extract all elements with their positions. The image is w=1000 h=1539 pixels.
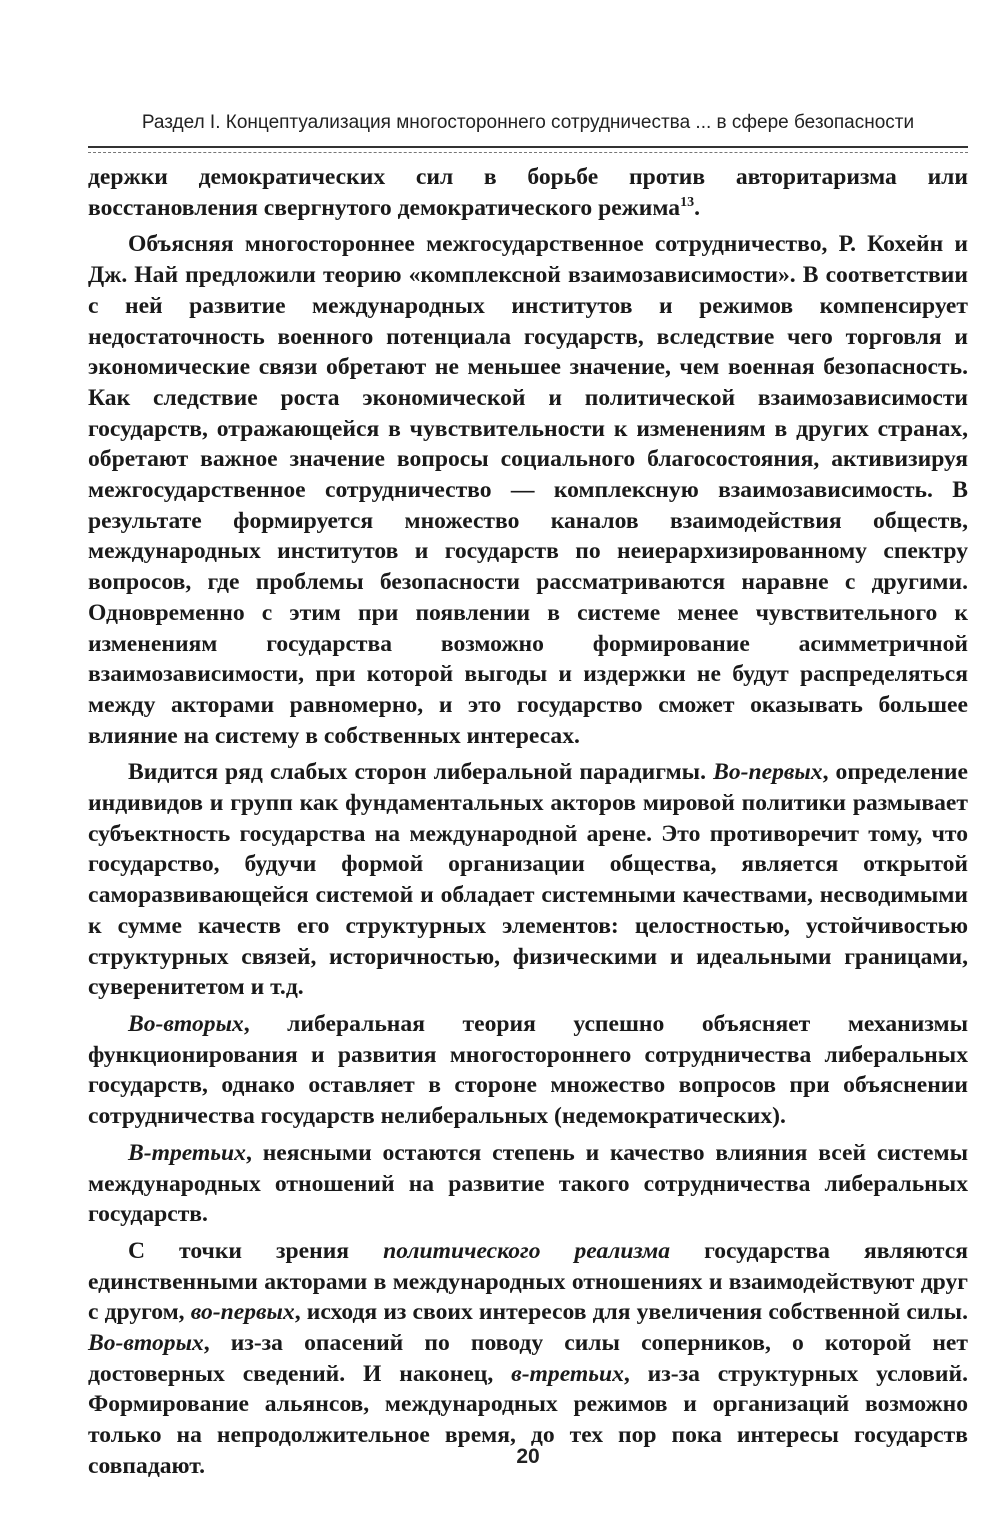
paragraph-6-s1: С точки зрения — [128, 1237, 384, 1264]
paragraph-5 — [88, 1138, 968, 1230]
paragraph-4-emphasis: Во-вторых — [128, 1010, 244, 1037]
paragraph-3-lead: Видится ряд слабых сторон либеральной парадигмы. — [128, 759, 714, 786]
paragraph-2 — [88, 229, 968, 751]
paragraph-6-s4: , из-за опасений по поводу силы соперников, о которой нет достоверных сведений. И наконец, — [88, 1330, 968, 1387]
paragraph-1-end: . — [694, 194, 700, 221]
paragraph-5-text: , неясными остаются степень и качество влияния всей системы международных отношений на развитие такого сотрудничества либеральных государств. — [88, 1139, 968, 1228]
paragraph-6-e2: во-первых — [190, 1299, 295, 1326]
paragraph-6-e4: в-третьих — [511, 1360, 624, 1387]
footnote-ref: 13 — [680, 194, 695, 210]
header-rule — [88, 146, 968, 148]
running-header: Раздел I. Концептуализация многостороннего сотрудничества ... в сфере безопасности — [141, 112, 915, 133]
paragraph-6-e1: политического реализма — [383, 1237, 671, 1264]
paragraph-4-text: , либеральная теория успешно объясняет механизмы функционирования и развития многостороннего сотрудничества либеральных государств, однако оставляет в стороне множество вопросов при объяснении сотрудничества государств нелиберальных (недемократических). — [88, 1010, 968, 1130]
paragraph-3-emphasis: Во-первых — [713, 759, 823, 786]
paragraph-1-text: держки демократических сил в борьбе против авторитаризма или восстановления свергнутого демократического режима — [88, 164, 968, 221]
paragraph-1 — [88, 162, 968, 223]
page-number: 20 — [516, 1445, 540, 1468]
paragraph-3-text: , определение индивидов и групп как фундаментальных акторов мировой политики размывает субъектность государства на международной арене. Это противоречит тому, что государство, будучи формой организации общества, является открытой саморазвивающейся системой и обладает системными качествами, несводимыми к сумме качеств его структурных элементов: целостностью, устойчивостью структурных связей, историчностью, физическими и идеальными границами, суверенитетом и т.д. — [88, 759, 969, 1001]
paragraph-6-e3: Во-вторых — [88, 1330, 204, 1357]
paragraph-4 — [88, 1009, 968, 1132]
paragraph-5-emphasis: В-третьих — [128, 1139, 246, 1166]
header-rule-secondary — [88, 152, 968, 153]
book-page — [88, 0, 968, 1539]
paragraph-6-s5: , из-за структурных условий. Формирование альянсов, международных режимов и организаций возможно только на непродолжительное время, до тех пор пока интересы государств совпадают. — [88, 1360, 969, 1479]
paragraph-6-s3: , исходя из своих интересов для увеличения собственной силы. — [294, 1299, 968, 1326]
paragraph-2-text: Объясняя многостороннее межгосударственное сотрудничество, Р. Кохейн и Дж. Най предложили теорию «комплексной взаимозависимости». В соответствии с ней развитие международных институтов и режимов компенсирует недостаточность военного потенциала государств, вследствие чего торговля и экономические связи обретают не меньшее значение, чем военная безопасность. Как следствие роста экономической и политической взаимозависимости государств, отражающейся в чувствительности к изменениям в других странах, обретают важное значение вопросы социального благосостояния, активизируя межгосударственное сотрудничество — комплексную взаимозависимость. В результате формируется множество каналов взаимодействия обществ, международных институтов и государств по неиерархизированному спектру вопросов, где проблемы безопасности рассматриваются наравне с другими. Одновременно с этим при появлении в системе менее чувствительного к изменениям государства возможно формирование асимметричной взаимозависимости, при которой выгоды и издержки не будут распределяться между акторами равномерно, и это государство сможет оказывать большее влияние на систему в собственных интересах. — [88, 231, 968, 749]
paragraph-6-s2: государства являются единственными акторами в международных отношениях и взаимодействуют друг с другом, — [88, 1237, 968, 1326]
body-text — [88, 162, 968, 1488]
paragraph-3 — [88, 757, 968, 1003]
